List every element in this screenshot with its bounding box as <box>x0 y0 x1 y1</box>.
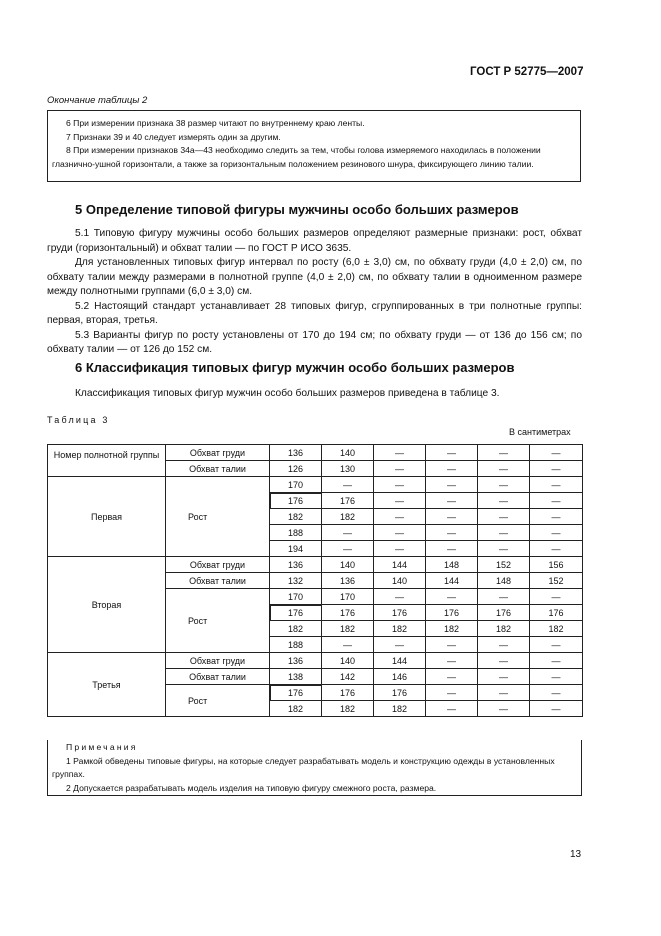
value-cell: 176 <box>322 493 374 509</box>
value-cell: — <box>374 637 426 653</box>
value-cell: — <box>426 653 478 669</box>
value-cell: 142 <box>322 669 374 685</box>
value-cell: 146 <box>374 669 426 685</box>
param-cell: Обхват груди <box>166 557 270 573</box>
value-cell: — <box>426 445 478 461</box>
value-cell: 140 <box>322 557 374 573</box>
value-cell: 132 <box>270 573 322 589</box>
value-cell: 176 <box>426 605 478 621</box>
value-cell: — <box>478 669 530 685</box>
value-cell: 170 <box>322 589 374 605</box>
value-cell: — <box>478 685 530 701</box>
value-cell: 148 <box>478 573 530 589</box>
value-cell: 176 <box>478 605 530 621</box>
value-cell: — <box>478 653 530 669</box>
value-cell: — <box>426 477 478 493</box>
value-cell: — <box>530 477 583 493</box>
value-cell: — <box>478 509 530 525</box>
value-cell: 140 <box>374 573 426 589</box>
value-cell: — <box>374 461 426 477</box>
value-cell: 156 <box>530 557 583 573</box>
table-row <box>48 445 583 461</box>
value-cell: — <box>530 637 583 653</box>
value-cell: 188 <box>270 637 322 653</box>
value-cell: 136 <box>270 557 322 573</box>
value-cell: 182 <box>374 621 426 637</box>
value-cell: 136 <box>322 573 374 589</box>
value-cell: — <box>530 445 583 461</box>
value-cell: — <box>478 461 530 477</box>
value-cell: 176 <box>374 685 426 701</box>
param-cell: Обхват талии <box>166 461 270 477</box>
value-cell: 170 <box>270 477 322 493</box>
value-cell: — <box>426 509 478 525</box>
param-cell: Рост <box>166 685 270 717</box>
param-cell: Обхват талии <box>166 669 270 685</box>
table3-label: Таблица 3 <box>47 415 110 425</box>
paragraph: 5.2 Настоящий стандарт устанавливает 28 типовых фигур, сгруппированных в три полнотные группы: первая, вторая, третья. <box>47 300 582 326</box>
value-cell: 176 <box>374 605 426 621</box>
value-cell: 148 <box>426 557 478 573</box>
value-cell: — <box>374 589 426 605</box>
value-cell: — <box>530 589 583 605</box>
table3-units: В сантиметрах <box>509 427 571 437</box>
table2-continuation-caption: Окончание таблицы 2 <box>47 95 148 106</box>
table2-notes-box <box>47 110 581 182</box>
value-cell: 136 <box>270 653 322 669</box>
value-cell: 182 <box>374 701 426 717</box>
value-cell: 152 <box>530 573 583 589</box>
value-cell: 176 <box>270 685 322 701</box>
value-cell: — <box>374 477 426 493</box>
value-cell: — <box>478 589 530 605</box>
value-cell: — <box>374 445 426 461</box>
table2-note: 6 При измерении признака 38 размер читают по внутреннему краю ленты. <box>66 118 365 128</box>
value-cell: — <box>530 669 583 685</box>
paragraph: 5.3 Варианты фигур по росту установлены от 170 до 194 см; по обхвату груди — от 136 до 156 см; по обхвату талии — от 126 до 152 см. <box>47 329 582 355</box>
value-cell: 176 <box>322 605 374 621</box>
value-cell: — <box>426 525 478 541</box>
value-cell: 182 <box>478 621 530 637</box>
value-cell: 182 <box>530 621 583 637</box>
value-cell: — <box>478 701 530 717</box>
value-cell: — <box>530 509 583 525</box>
value-cell: 182 <box>426 621 478 637</box>
value-cell: 152 <box>478 557 530 573</box>
value-cell: 182 <box>270 509 322 525</box>
value-cell: 144 <box>374 557 426 573</box>
table3-note: 1 Рамкой обведены типовые фигуры, на которые следует разрабатывать модель и конструкцию одежды в установленных группах. <box>52 755 555 779</box>
value-cell: — <box>322 477 374 493</box>
value-cell: 182 <box>322 621 374 637</box>
value-cell: 182 <box>322 701 374 717</box>
paragraph: Для установленных типовых фигур интервал по росту (6,0 ± 3,0) см, по обхвату груди (4,0 ± 2,0) см, по обхвату талии между размерами в полнотной группе (4,0 ± 2,0) см, по обхвату талии в одноименном размере между полнотными группами (6,0 ± 3,0) см. <box>47 257 582 297</box>
param-cell: Рост <box>166 589 270 653</box>
value-cell: — <box>478 477 530 493</box>
param-cell: Обхват талии <box>166 573 270 589</box>
table-row <box>48 477 583 493</box>
section5-heading: 5 Определение типовой фигуры мужчины особо больших размеров <box>75 202 519 217</box>
value-cell: — <box>374 509 426 525</box>
value-cell: — <box>322 525 374 541</box>
table2-note: 7 Признаки 39 и 40 следует измерять один за другим. <box>66 131 281 142</box>
value-cell: 126 <box>270 461 322 477</box>
value-cell: 140 <box>322 445 374 461</box>
paragraph: 5.1 Типовую фигуру мужчины особо больших размеров определяют размерные признаки: рост, обхват груди (горизонтальный) и обхват талии — по ГОСТ Р ИСО 3635. <box>47 228 582 254</box>
table2-note: 8 При измерении признаков 34а—43 необходимо следить за тем, чтобы голова измеряемого находилась в положении глазнично-ушной горизонтали, а также за горизонтальным положением резинового шнура, фиксирующего линию талии. <box>52 145 541 169</box>
value-cell: — <box>426 541 478 557</box>
value-cell: 144 <box>374 653 426 669</box>
value-cell: — <box>530 701 583 717</box>
param-cell: Обхват груди <box>166 445 270 461</box>
value-cell: — <box>426 637 478 653</box>
value-cell: 176 <box>270 605 322 621</box>
value-cell: — <box>478 493 530 509</box>
value-cell: — <box>478 541 530 557</box>
value-cell: 138 <box>270 669 322 685</box>
group-name-cell: Третья <box>48 653 166 717</box>
value-cell: — <box>478 445 530 461</box>
value-cell: — <box>530 525 583 541</box>
param-cell: Рост <box>166 477 270 557</box>
page-number: 13 <box>570 849 582 860</box>
group-name-cell: Вторая <box>48 557 166 653</box>
value-cell: — <box>426 669 478 685</box>
value-cell: — <box>426 461 478 477</box>
value-cell: — <box>478 637 530 653</box>
value-cell: 140 <box>322 653 374 669</box>
value-cell: 144 <box>426 573 478 589</box>
value-cell: — <box>426 589 478 605</box>
value-cell: 182 <box>270 621 322 637</box>
value-cell: 176 <box>270 493 322 509</box>
value-cell: — <box>530 541 583 557</box>
value-cell: 130 <box>322 461 374 477</box>
value-cell: — <box>426 701 478 717</box>
table3 <box>47 444 583 717</box>
group-header-cell: Номер полнотной группы <box>48 445 166 477</box>
table-row <box>48 653 583 669</box>
section5-body <box>47 227 582 358</box>
table3-notes <box>47 740 582 796</box>
value-cell: — <box>322 541 374 557</box>
value-cell: 182 <box>322 509 374 525</box>
value-cell: 182 <box>270 701 322 717</box>
standard-number: ГОСТ Р 52775—2007 <box>470 66 584 78</box>
value-cell: — <box>374 493 426 509</box>
value-cell: 136 <box>270 445 322 461</box>
table3-note: 2 Допускается разрабатывать модель изделия на типовую фигуру смежного роста, размера. <box>66 782 437 793</box>
value-cell: 176 <box>530 605 583 621</box>
group-name-cell: Первая <box>48 477 166 557</box>
notes-title: Примечания <box>66 742 138 752</box>
table-row <box>48 557 583 573</box>
value-cell: — <box>478 525 530 541</box>
value-cell: — <box>530 493 583 509</box>
param-cell: Обхват груди <box>166 653 270 669</box>
value-cell: — <box>530 685 583 701</box>
value-cell: — <box>530 653 583 669</box>
value-cell: 176 <box>322 685 374 701</box>
section6-intro: Классификация типовых фигур мужчин особо больших размеров приведена в таблице 3. <box>75 388 500 399</box>
value-cell: 194 <box>270 541 322 557</box>
value-cell: — <box>530 461 583 477</box>
value-cell: 188 <box>270 525 322 541</box>
value-cell: — <box>374 525 426 541</box>
value-cell: — <box>426 685 478 701</box>
value-cell: 170 <box>270 589 322 605</box>
value-cell: — <box>322 637 374 653</box>
section6-heading: 6 Классификация типовых фигур мужчин особо больших размеров <box>75 360 515 375</box>
value-cell: — <box>426 493 478 509</box>
value-cell: — <box>374 541 426 557</box>
